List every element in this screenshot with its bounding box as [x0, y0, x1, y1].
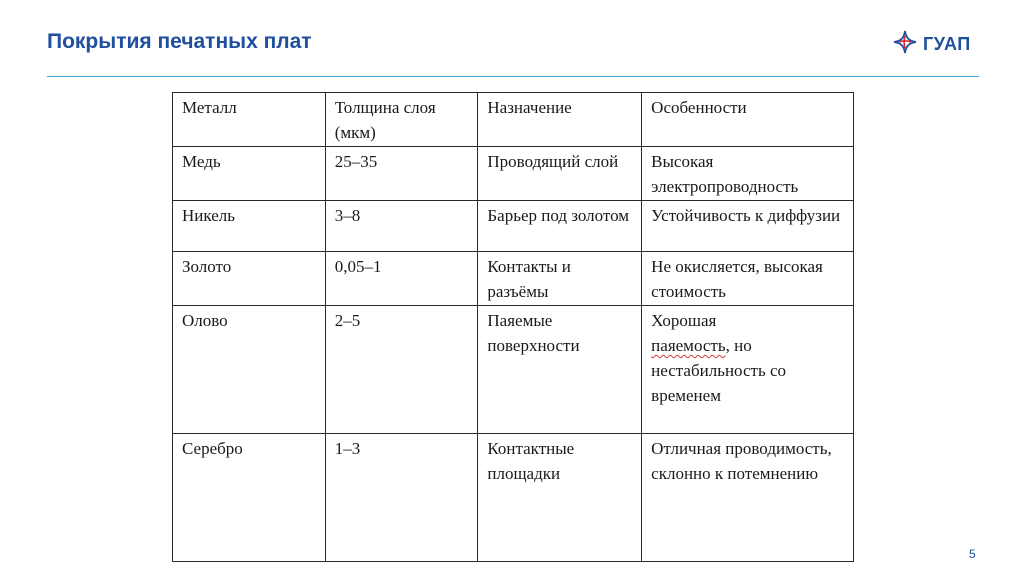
cell-metal: Медь	[173, 147, 326, 201]
header-cell-features: Особенности	[642, 93, 854, 147]
cell-metal: Серебро	[173, 434, 326, 562]
page-number: 5	[969, 547, 976, 561]
guap-logo	[893, 30, 971, 59]
header-cell-metal: Металл	[173, 93, 326, 147]
table-header-row	[173, 93, 854, 147]
header-cell-thickness: Толщина слоя (мкм)	[325, 93, 478, 147]
cell-metal: Никель	[173, 201, 326, 252]
header-cell-purpose: Назначение	[478, 93, 642, 147]
cell-features: Не окисляется, высокая стоимость	[642, 252, 854, 306]
cell-thickness: 0,05–1	[325, 252, 478, 306]
cell-purpose: Контактные площадки	[478, 434, 642, 562]
table-row	[173, 147, 854, 201]
title-divider	[47, 76, 979, 77]
table-row	[173, 201, 854, 252]
table-row	[173, 434, 854, 562]
cell-features: Устойчивость к диффузии	[642, 201, 854, 252]
cell-thickness: 1–3	[325, 434, 478, 562]
cell-features	[642, 306, 854, 434]
table-row	[173, 252, 854, 306]
cell-thickness: 2–5	[325, 306, 478, 434]
slide-title: Покрытия печатных плат	[47, 30, 312, 53]
cell-features: Отличная проводимость, склонно к потемнению	[642, 434, 854, 562]
features-text: , но нестабильность со временем	[651, 336, 786, 405]
logo-text: ГУАП	[923, 34, 971, 54]
cell-metal: Золото	[173, 252, 326, 306]
cell-features: Высокая электропроводность	[642, 147, 854, 201]
table-row	[173, 306, 854, 434]
cell-purpose: Проводящий слой	[478, 147, 642, 201]
cell-purpose: Барьер под золотом	[478, 201, 642, 252]
spellcheck-underlined-word: паяемость	[651, 336, 726, 355]
cell-metal: Олово	[173, 306, 326, 434]
guap-star-icon	[893, 30, 917, 59]
features-text: Хорошая	[651, 311, 717, 330]
cell-purpose: Контакты и разъёмы	[478, 252, 642, 306]
cell-thickness: 3–8	[325, 201, 478, 252]
cell-thickness: 25–35	[325, 147, 478, 201]
cell-purpose: Паяемые поверхности	[478, 306, 642, 434]
coatings-table	[172, 92, 854, 562]
